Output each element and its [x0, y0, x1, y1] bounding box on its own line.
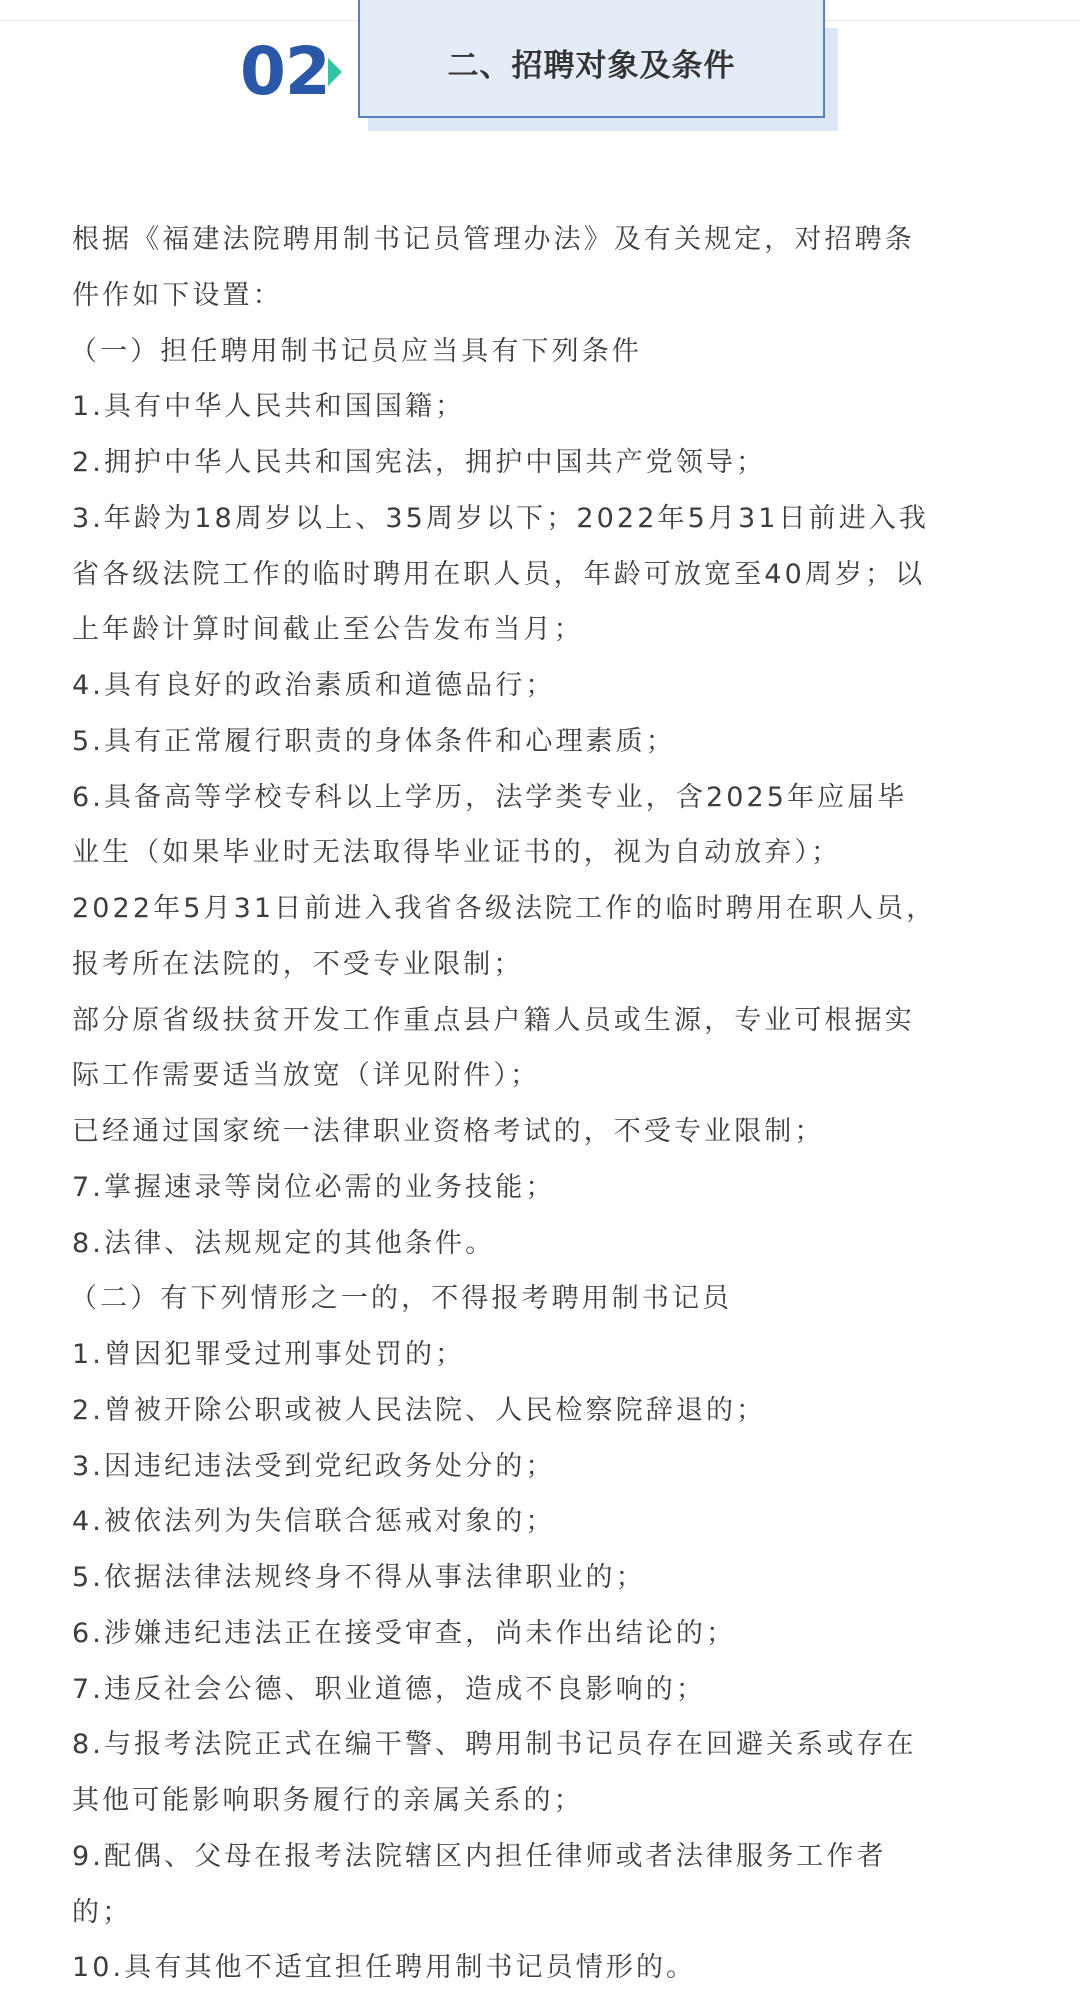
list-item: 6.具备高等学校专科以上学历，法学类专业，含2025年应届毕	[72, 781, 908, 813]
list-item: 4.具有良好的政治素质和道德品行；	[72, 670, 556, 701]
section-title-box	[358, 0, 825, 118]
list-item: 际工作需要适当放宽（详见附件）；	[72, 1060, 541, 1092]
list-item: 业生（如果毕业时无法取得毕业证书的，视为自动放弃）；	[72, 837, 842, 869]
list-item: 报考所在法院的，不受专业限制；	[72, 948, 524, 980]
paragraph-line: 根据《福建法院聘用制书记员管理办法》及有关规定，对招聘条	[72, 224, 915, 255]
list-item: 3.年龄为18周岁以上、35周岁以下；2022年5月31日前进入我	[72, 502, 930, 534]
list-item: 4.被依法列为失信联合惩戒对象的；	[72, 1506, 556, 1538]
list-item: 6.涉嫌违纪违法正在接受审查，尚未作出结论的；	[72, 1617, 737, 1649]
arrow-right-icon	[328, 58, 342, 86]
subsection-heading: （一）担任聘用制书记员应当具有下列条件	[70, 335, 642, 367]
list-item: 7.违反社会公德、职业道德，造成不良影响的；	[72, 1673, 706, 1705]
list-item: 9.配偶、父母在报考法院辖区内担任律师或者法律服务工作者	[72, 1840, 887, 1872]
list-item: 1.曾因犯罪受过刑事处罚的；	[72, 1339, 466, 1370]
list-item: 8.与报考法院正式在编干警、聘用制书记员存在回避关系或存在	[72, 1729, 917, 1761]
list-item: 8.法律、法规规定的其他条件。	[72, 1227, 496, 1259]
section-title: 二、招聘对象及条件	[447, 48, 736, 84]
list-item: 2022年5月31日前进入我省各级法院工作的临时聘用在职人员，	[72, 893, 937, 924]
list-item: 其他可能影响职务履行的亲属关系的；	[72, 1785, 584, 1816]
list-item: 2.拥护中华人民共和国宪法，拥护中国共产党领导；	[72, 447, 767, 478]
list-item: 5.具有正常履行职责的身体条件和心理素质；	[72, 725, 676, 757]
list-item: 的；	[72, 1896, 133, 1928]
list-item: 已经通过国家统一法律职业资格考试的，不受专业限制；	[72, 1116, 825, 1147]
list-item: 2.曾被开除公职或被人民法院、人民检察院辞退的；	[72, 1394, 767, 1426]
list-item: 部分原省级扶贫开发工作重点县户籍人员或生源，专业可根据实	[72, 1004, 915, 1036]
list-item: 7.掌握速录等岗位必需的业务技能；	[72, 1171, 556, 1203]
list-item: 3.因违纪违法受到党纪政务处分的；	[72, 1450, 556, 1482]
list-item: 10.具有其他不适宜担任聘用制书记员情形的。	[72, 1952, 697, 1984]
paragraph-line: 件作如下设置：	[72, 279, 283, 311]
section-header	[0, 0, 1080, 140]
list-item: 省各级法院工作的临时聘用在职人员，年龄可放宽至40周岁；以	[72, 558, 926, 590]
article-body	[72, 212, 1010, 1996]
subsection-heading: （二）有下列情形之一的，不得报考聘用制书记员	[70, 1283, 733, 1315]
section-number: 02	[240, 33, 330, 110]
list-item: 1.具有中华人民共和国国籍；	[72, 391, 466, 423]
list-item: 上年龄计算时间截止至公告发布当月；	[72, 614, 584, 646]
list-item: 5.依据法律法规终身不得从事法律职业的；	[72, 1562, 646, 1593]
